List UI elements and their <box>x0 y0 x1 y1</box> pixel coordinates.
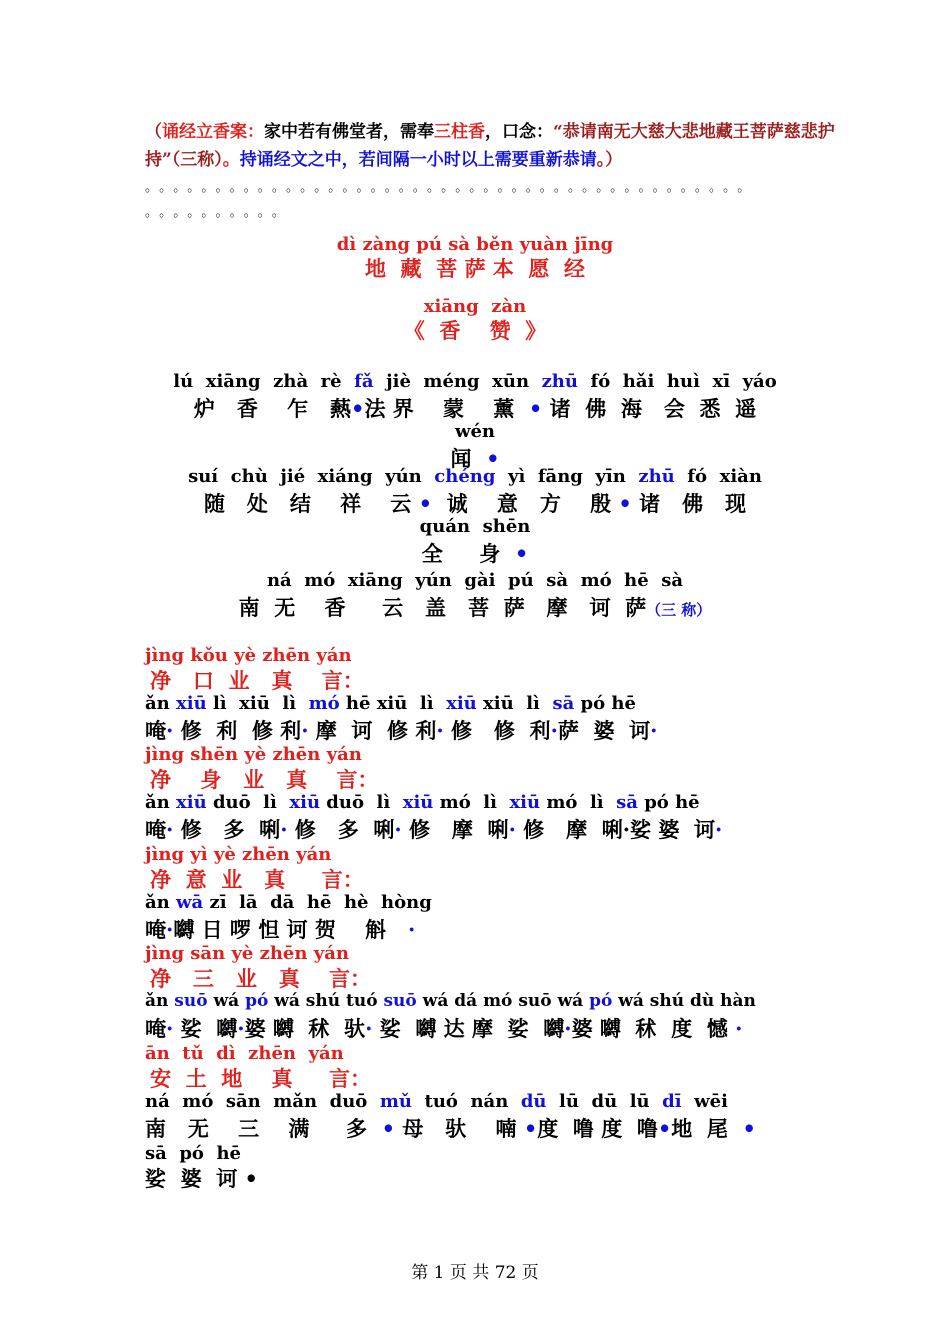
intro-text-1: 家中若有佛堂者，需奉 <box>264 122 434 142</box>
highlight-text: suō <box>383 991 417 1011</box>
highlight-text: zhū <box>541 371 578 392</box>
verse-text: wá <box>207 991 246 1011</box>
verse-text: mó lì <box>540 792 617 813</box>
verse-text: ǎn <box>145 693 177 714</box>
verse-text: pó hē <box>574 693 636 714</box>
verse-text: fó hǎi huì xī yáo <box>577 371 777 392</box>
highlight-text: dī <box>662 1091 682 1112</box>
closing-pinyin: sā pó hē <box>145 1143 241 1164</box>
sutra-title <box>0 234 950 283</box>
highlight-text: pó <box>245 991 269 1011</box>
verse-text: duō lì <box>320 792 403 813</box>
highlight-text: • <box>523 1116 538 1141</box>
mantra-title-hanzi: 净 意 业 真 言： <box>150 867 364 892</box>
verse-text: 母 驮 喃 <box>395 1116 524 1141</box>
verse-text: 修 摩 唎 <box>401 817 509 842</box>
highlight-text: mó <box>308 693 340 714</box>
verse-text: zī lā dā hē hè hòng <box>203 892 432 913</box>
verse-text: ná mó xiāng yún gài pú sà mó hē sà <box>266 570 684 591</box>
highlight-text: · <box>237 1016 245 1041</box>
verse-text: 南 无 三 满 多 <box>145 1116 382 1141</box>
verse-text: ná mó sān mǎn duō <box>145 1091 380 1112</box>
highlight-text: · <box>166 817 174 842</box>
intro-open-paren: （ <box>145 122 162 142</box>
mantra-title-hanzi: 安 土 地 真 言： <box>150 1066 372 1091</box>
mantra-title-hanzi: 净 口 业 真 言： <box>150 668 364 693</box>
highlight-text: · <box>365 1016 373 1041</box>
mantra-hanzi-line <box>145 914 415 944</box>
praise-hanzi-line <box>0 592 950 622</box>
highlight-text: · <box>550 718 558 743</box>
highlight-text: · <box>408 917 416 942</box>
verse-text: · <box>622 817 631 842</box>
highlight-text: · <box>564 1016 572 1041</box>
intro-label: 诵经立香案 <box>162 122 247 142</box>
mantra-hanzi-line <box>145 1113 756 1143</box>
verse-text: 娑 婆 诃 <box>630 817 715 842</box>
verse-text: fó xiàn <box>674 466 762 487</box>
verse-text: ǎn <box>145 792 177 813</box>
verse-text: 随 处 结 祥 云 <box>203 491 419 516</box>
mantra-pinyin-line <box>145 991 756 1011</box>
verse-text: 诚 意 方 殷 <box>432 491 619 516</box>
dots-line-2: 。。。。。。。。。。 <box>145 205 293 220</box>
highlight-text: • <box>351 396 365 421</box>
highlight-text: wā <box>176 892 204 913</box>
verse-text: 婆 嚩 秫 度 憾 <box>571 1016 736 1041</box>
verse-text: 诸 佛 现 <box>631 491 747 516</box>
highlight-text: · <box>436 718 444 743</box>
verse-text: 修 修 利 <box>443 718 551 743</box>
highlight-text: · <box>280 817 288 842</box>
intro-highlight-incense: 三柱香 <box>434 122 485 142</box>
highlight-text: · <box>166 917 174 942</box>
verse-text: 萨 婆 诃 <box>557 718 651 743</box>
verse-text: 修 摩 唎 <box>515 817 623 842</box>
highlight-text: sā <box>616 792 638 813</box>
mantra-hanzi-line <box>145 715 657 745</box>
highlight-text: xiū <box>176 792 207 813</box>
mantra-pinyin-line <box>145 693 636 714</box>
mantra-hanzi-line <box>145 814 722 844</box>
highlight-text: xiū <box>289 792 321 813</box>
verse-text: 诸 佛 海 会 悉 遥 <box>542 396 757 421</box>
verse-text: ǎn <box>145 991 175 1011</box>
verse-text: 唵 <box>145 917 166 942</box>
verse-text: 炉 香 乍 爇 <box>193 396 352 421</box>
highlight-text: • <box>657 1116 672 1141</box>
intro-colon: ： <box>247 122 264 142</box>
verse-text: lū dū lū <box>546 1091 663 1112</box>
verse-text: 闻 <box>450 446 487 471</box>
highlight-text: · <box>508 817 516 842</box>
verse-text: wá shú tuó <box>268 991 384 1011</box>
mantra-title-pinyin: jìng kǒu yè zhēn yán <box>145 645 352 666</box>
highlight-text: · <box>166 1016 174 1041</box>
highlight-text: • <box>618 491 632 516</box>
highlight-text: suō <box>174 991 208 1011</box>
intro-text-2: ，口念： <box>485 122 553 142</box>
highlight-text: · <box>715 817 723 842</box>
verse-text: wén <box>454 421 496 442</box>
intro-close: 。） <box>596 150 623 170</box>
highlight-text: sā <box>552 693 575 714</box>
verse-text: lú xiāng zhà rè <box>173 371 355 392</box>
mantra-title-pinyin: ān tǔ dì zhēn yán <box>145 1043 344 1064</box>
praise-title-pinyin: xiāng zàn <box>423 296 527 317</box>
highlight-text: · <box>166 718 174 743</box>
verse-text: quán shēn <box>419 516 531 537</box>
highlight-text: pó <box>589 991 613 1011</box>
highlight-text: · <box>650 718 658 743</box>
count-note: （三 称） <box>646 601 712 619</box>
verse-text: 娑 嚩 <box>173 1016 238 1041</box>
verse-text: wēi <box>681 1091 728 1112</box>
verse-text: hē xiū lì <box>339 693 447 714</box>
verse-text: 度 噜 度 噜 <box>537 1116 658 1141</box>
highlight-text: • <box>381 1116 396 1141</box>
highlight-text: xiū <box>402 792 434 813</box>
verse-text: pó hē <box>637 792 700 813</box>
praise-title <box>0 296 950 345</box>
verse-text: wá dá mó suō wá <box>416 991 590 1011</box>
verse-text: 唵 <box>145 1016 166 1041</box>
mantra-title-hanzi: 净 三 业 真 言： <box>150 966 372 991</box>
highlight-text: · <box>301 718 309 743</box>
verse-text: 修 利 修 利 <box>173 718 302 743</box>
highlight-text: • <box>418 491 433 516</box>
verse-text: 唵 <box>145 718 166 743</box>
mantra-hanzi-line <box>145 1013 742 1043</box>
intro-count: （三称） <box>171 150 223 170</box>
highlight-text: xiū <box>176 693 207 714</box>
praise-hanzi-line <box>0 488 950 518</box>
verse-text: 婆 嚩 秫 驮 <box>244 1016 366 1041</box>
verse-text: 南 无 香 云 盖 菩 萨 摩 诃 萨 <box>238 595 647 620</box>
highlight-text: xiū <box>446 693 477 714</box>
verse-text: 摩 诃 修 利 <box>308 718 437 743</box>
highlight-text: • <box>486 446 500 471</box>
verse-text: ǎn <box>145 892 177 913</box>
praise-hanzi-line <box>0 393 950 423</box>
verse-text: 娑 嚩 达 摩 娑 嚩 <box>372 1016 565 1041</box>
verse-text: xiū lì <box>476 693 553 714</box>
highlight-text: xiū <box>509 792 541 813</box>
intro-paragraph <box>145 118 835 174</box>
intro-text-3: 持诵经文之中，若间隔一小时以上需要重新恭请 <box>239 150 597 170</box>
praise-title-hanzi: 《 香 赞 》 <box>403 318 547 343</box>
highlight-text: · <box>394 817 402 842</box>
verse-text: mó lì <box>433 792 510 813</box>
verse-text: 地 尾 <box>671 1116 743 1141</box>
verse-text: 嚩 日 啰 怛 诃 贺 斛 <box>173 917 409 942</box>
praise-hanzi-line <box>0 538 950 568</box>
verse-text: suí chù jié xiáng yún <box>188 466 435 487</box>
verse-text: 修 多 唎 <box>287 817 395 842</box>
mantra-title-pinyin: jìng sān yè zhēn yán <box>145 943 349 964</box>
verse-text: lì xiū lì <box>206 693 309 714</box>
verse-text: 修 多 唎 <box>173 817 281 842</box>
closing-hanzi: 娑 婆 诃 • <box>145 1166 258 1191</box>
highlight-text: • <box>514 541 529 566</box>
praise-pinyin-line <box>0 570 950 591</box>
dots-line-1: 。。。。。。。。。。。。。。。。。。。。。。。。。。。。。。。。。。。。。。。。。。。 <box>145 180 758 195</box>
praise-pinyin-line <box>0 371 950 392</box>
verse-text: jiè méng xūn <box>373 371 542 392</box>
verse-text: 唵 <box>145 817 166 842</box>
highlight-text: mǔ <box>379 1091 412 1112</box>
highlight-text: zhū <box>638 466 675 487</box>
verse-text: tuó nán <box>411 1091 521 1112</box>
praise-pinyin-line <box>0 516 950 537</box>
verse-text: 全 身 <box>421 541 515 566</box>
sutra-title-hanzi: 地 藏 菩 萨 本 愿 经 <box>364 256 586 281</box>
verse-text: wá shú dù hàn <box>612 991 756 1011</box>
page-footer: 第 1 页 共 72 页 <box>411 1263 539 1283</box>
mantra-pinyin-line <box>145 892 432 913</box>
verse-text: 法 界 蒙 薰 <box>364 396 529 421</box>
sutra-title-pinyin: dì zàng pú sà běn yuàn jīng <box>336 234 614 255</box>
mantra-pinyin-line <box>145 792 700 813</box>
highlight-text: dū <box>520 1091 547 1112</box>
verse-text: duō lì <box>206 792 290 813</box>
intro-quote: “恭请南无大慈大悲地藏王菩萨慈悲护持” <box>145 122 835 170</box>
highlight-text: • <box>742 1116 756 1141</box>
highlight-text: · <box>735 1016 743 1041</box>
praise-pinyin-line <box>0 466 950 487</box>
highlight-text: chéng <box>434 466 496 487</box>
mantra-title-hanzi: 净 身 业 真 言： <box>150 767 379 792</box>
praise-pinyin-line <box>0 421 950 442</box>
highlight-text: • <box>528 396 543 421</box>
intro-period: 。 <box>222 150 240 170</box>
mantra-title-pinyin: jìng shēn yè zhēn yán <box>145 744 362 765</box>
verse-text: yì fāng yīn <box>495 466 639 487</box>
mantra-pinyin-line <box>145 1091 728 1112</box>
mantra-title-pinyin: jìng yì yè zhēn yán <box>145 844 332 865</box>
highlight-text: fǎ <box>354 371 374 392</box>
